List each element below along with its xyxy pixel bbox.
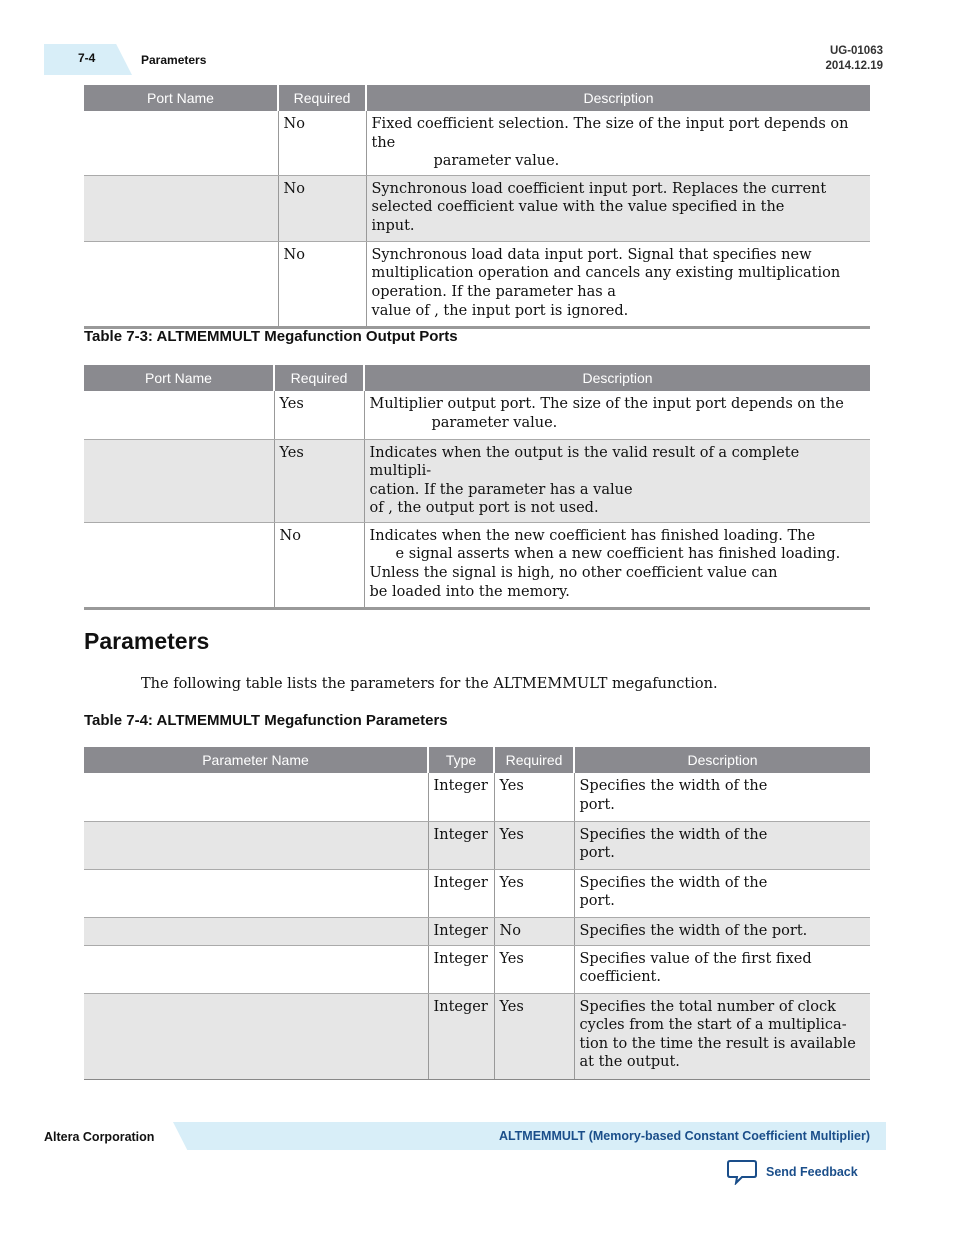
port-name-cell (84, 175, 278, 241)
table-row (84, 869, 870, 917)
required-cell: Yes (274, 439, 364, 522)
description-cell (364, 522, 870, 608)
required-cell: Yes (274, 391, 364, 439)
speech-bubble-icon (727, 1159, 757, 1185)
parameter-name-cell (84, 917, 428, 945)
document-id (825, 44, 883, 74)
description-cell (366, 111, 870, 175)
parameter-name-cell (84, 945, 428, 993)
table-row (84, 945, 870, 993)
description-line: Specifies the total number of clock (579, 998, 836, 1015)
description-line: input. (371, 217, 415, 234)
description-cell (574, 869, 870, 917)
description-line: e signal asserts when a new coefficient has finished loading. (395, 546, 841, 563)
table-row (84, 821, 870, 869)
description-line: value of , the input port is ignored. (371, 302, 629, 319)
description-line: selected coefficient value with the value specified in the (371, 199, 785, 216)
type-cell: Integer (428, 993, 494, 1079)
description-line: cation. If the parameter has a value (369, 481, 633, 498)
page-number: 7-4 (78, 51, 96, 65)
description-line: Indicates when the new coefficient has finished loading. The (369, 527, 816, 544)
column-header: Type (428, 747, 494, 773)
description-cell (364, 439, 870, 522)
description-line: Unless the signal is high, no other coefficient value can (369, 565, 778, 582)
parameter-name-cell (84, 821, 428, 869)
section-heading: Parameters (84, 628, 210, 654)
required-cell: No (278, 111, 366, 175)
column-header: Description (364, 365, 870, 391)
table-caption: Table 7-3: ALTMEMMULT Megafunction Output Ports (84, 328, 458, 345)
required-cell: Yes (494, 821, 574, 869)
doc-date: 2014.12.19 (825, 60, 883, 72)
footer-document-title: ALTMEMMULT (Memory-based Constant Coefficient Multiplier) (498, 1129, 870, 1143)
port-name-cell (84, 391, 274, 439)
section-title: Parameters (141, 53, 207, 67)
description-line: be loaded into the memory. (369, 583, 570, 600)
column-header: Port Name (84, 85, 278, 111)
description-line: port. (579, 893, 615, 910)
description-cell (574, 993, 870, 1079)
required-cell: No (278, 175, 366, 241)
output-ports-table (84, 365, 870, 610)
column-header: Description (366, 85, 870, 111)
description-line: Specifies the width of the (579, 778, 768, 794)
description-cell (574, 773, 870, 821)
description-line: Specifies the width of the (579, 826, 768, 843)
required-cell: No (278, 241, 366, 327)
description-cell (574, 945, 870, 993)
description-line: at the output. (579, 1054, 680, 1071)
description-line: Specifies the width of the port. (579, 922, 808, 939)
port-name-cell (84, 241, 278, 327)
description-cell (364, 391, 870, 439)
input-ports-table (84, 85, 870, 329)
required-cell: No (494, 917, 574, 945)
type-cell: Integer (428, 773, 494, 821)
description-cell (366, 175, 870, 241)
description-line: Indicates when the output is the valid result of a complete multipli- (369, 444, 800, 480)
table-row (84, 993, 870, 1079)
description-line: coefficient. (579, 969, 661, 986)
table-header-row (84, 85, 870, 111)
description-line: of , the output port is not used. (369, 500, 599, 517)
column-header: Required (278, 85, 366, 111)
required-cell: Yes (494, 869, 574, 917)
port-name-cell (84, 439, 274, 522)
type-cell: Integer (428, 917, 494, 945)
description-line: Synchronous load data input port. Signal that specifies new (371, 246, 812, 263)
description-line: cycles from the start of a multiplica- (579, 1017, 847, 1034)
type-cell: Integer (428, 821, 494, 869)
description-line: operation. If the parameter has a (371, 283, 616, 300)
description-line: Specifies the width of the (579, 874, 768, 891)
table-row (84, 773, 870, 821)
table-row (84, 439, 870, 522)
intro-paragraph: The following table lists the parameters for the ALTMEMMULT megafunction. (141, 676, 718, 692)
description-line: Synchronous load coefficient input port. Replaces the current (371, 180, 827, 197)
port-name-cell (84, 111, 278, 175)
type-cell: Integer (428, 869, 494, 917)
footer-company: Altera Corporation (44, 1130, 155, 1144)
description-line: Multiplier output port. The size of the input port depends on the (369, 396, 844, 412)
parameter-name-cell (84, 869, 428, 917)
parameters-table (84, 747, 870, 1080)
description-line: Fixed coefficient selection. The size of the input port depends on the (371, 116, 849, 151)
required-cell: Yes (494, 993, 574, 1079)
table-header-row (84, 365, 870, 391)
description-line: parameter value. (431, 414, 558, 431)
table-row (84, 241, 870, 327)
parameter-name-cell (84, 773, 428, 821)
table-row (84, 917, 870, 945)
table-header-row (84, 747, 870, 773)
column-header: Parameter Name (84, 747, 428, 773)
send-feedback-link[interactable] (727, 1159, 858, 1185)
description-line: multiplication operation and cancels any existing multiplication (371, 265, 841, 282)
column-header: Description (574, 747, 870, 773)
send-feedback-label[interactable]: Send Feedback (766, 1165, 858, 1179)
description-line: port. (579, 796, 615, 813)
table-row (84, 111, 870, 175)
table-row (84, 522, 870, 608)
column-header: Required (274, 365, 364, 391)
port-name-cell (84, 522, 274, 608)
table-row (84, 175, 870, 241)
description-line: tion to the time the result is available (579, 1035, 856, 1052)
required-cell: No (274, 522, 364, 608)
table-row (84, 391, 870, 439)
table-caption: Table 7-4: ALTMEMMULT Megafunction Parameters (84, 712, 448, 729)
required-cell: Yes (494, 945, 574, 993)
column-header: Required (494, 747, 574, 773)
required-cell: Yes (494, 773, 574, 821)
description-cell (574, 917, 870, 945)
type-cell: Integer (428, 945, 494, 993)
description-cell (574, 821, 870, 869)
description-line: port. (579, 845, 615, 862)
description-line: parameter value. (433, 153, 560, 170)
description-line: Specifies value of the first fixed (579, 950, 812, 967)
doc-id: UG-01063 (829, 45, 883, 57)
column-header: Port Name (84, 365, 274, 391)
parameter-name-cell (84, 993, 428, 1079)
description-cell (366, 241, 870, 327)
